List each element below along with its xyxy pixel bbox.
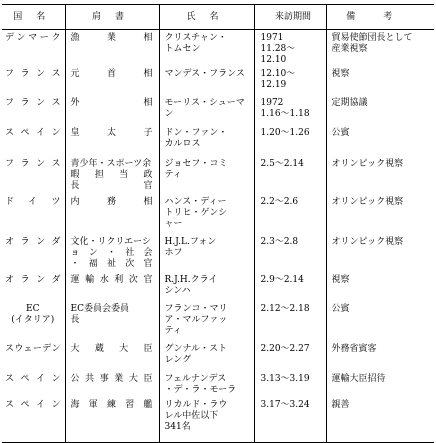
cell-period: 3.13〜3.19 xyxy=(254,371,326,397)
table-row xyxy=(2,397,434,442)
cell-country: オランダ xyxy=(2,272,65,301)
cell-name: ドン・ファン・ カルロス xyxy=(159,125,254,156)
cell-title: EC委員会委員 長 xyxy=(65,301,159,341)
cell-period: 2.12〜2.18 xyxy=(254,301,326,341)
table-row xyxy=(2,341,434,371)
cell-period: 3.17〜3.24 xyxy=(254,397,326,442)
table-header xyxy=(2,5,434,30)
cell-note: オリンピック視察 xyxy=(331,159,404,169)
cell-period: 2.2〜2.6 xyxy=(254,194,326,234)
cell-country: フランス xyxy=(2,95,65,125)
table-row xyxy=(2,125,434,156)
table-row xyxy=(2,234,434,272)
cell-name: H.J.L.フォン ホフ xyxy=(159,234,254,272)
cell-title: 公共事業大臣 xyxy=(65,371,159,397)
cell-country: EC (イタリア) xyxy=(2,301,65,341)
cell-name: クリスチャン・ トムセン xyxy=(159,30,254,67)
cell-name: ジョセフ・コミ ティ xyxy=(159,156,254,194)
header-name: 氏名 xyxy=(159,5,254,30)
cell-title: 海軍練習艦 xyxy=(65,397,159,442)
table-row xyxy=(2,272,434,301)
table-row xyxy=(2,66,434,95)
cell-period: 2.20〜2.27 xyxy=(254,341,326,371)
table-row xyxy=(2,301,434,341)
header-title: 肩書 xyxy=(65,5,159,30)
cell-period: 2.9〜2.14 xyxy=(254,272,326,301)
cell-country: オランダ xyxy=(2,234,65,272)
cell-name: リカルド・ラウ レル中佐以下 341名 xyxy=(159,397,254,442)
table-row xyxy=(2,371,434,397)
cell-period: 12.10〜 12.19 xyxy=(254,66,326,95)
cell-title: 文化・リクリエーション・社会 ・福祉次官 xyxy=(65,234,159,272)
cell-name: フランコ・マリ ア・マルファッ ティ xyxy=(159,301,254,341)
cell-country: デンマーク xyxy=(2,30,65,67)
cell-title: 皇太子 xyxy=(65,125,159,156)
cell-country: ドイツ xyxy=(2,194,65,234)
cell-note: 親善 xyxy=(326,397,434,442)
header-note: 備考 xyxy=(326,5,434,30)
visitor-table xyxy=(2,4,434,443)
cell-title: 大蔵大臣 xyxy=(65,341,159,371)
cell-title: 漁業相 xyxy=(65,30,159,67)
cell-period: 1971 11.28〜 12.10 xyxy=(254,30,326,67)
cell-note: 運輸大臣招待 xyxy=(331,374,386,384)
cell-note: 公賓 xyxy=(331,304,350,314)
cell-note: 定期協議 xyxy=(331,98,368,108)
table-row xyxy=(2,194,434,234)
header-row xyxy=(2,5,434,30)
cell-name: グンナル・スト レング xyxy=(159,341,254,371)
cell-period: 2.3〜2.8 xyxy=(254,234,326,272)
cell-note: 視察 xyxy=(331,69,350,79)
cell-name: フェルナンデス ・デ・ラ・モーラ xyxy=(159,371,254,397)
cell-name: ハンス・ディー トリヒ・ゲンシ ャー xyxy=(159,194,254,234)
cell-period: 1972 1.16〜1.18 xyxy=(254,95,326,125)
cell-name: モーリス・シューマン xyxy=(159,95,254,125)
cell-title: 元首相 xyxy=(65,66,159,95)
cell-title: 内務相 xyxy=(65,194,159,234)
cell-note: オリンピック視察 xyxy=(331,197,404,207)
header-period: 来訪期間 xyxy=(254,5,326,30)
cell-name: マンデス・フランス xyxy=(159,66,254,95)
cell-country: フランス xyxy=(2,156,65,194)
cell-title: 外相 xyxy=(65,95,159,125)
cell-title: 運輸水利次官 xyxy=(65,272,159,301)
cell-note: 公賓 xyxy=(331,128,350,138)
cell-note: 貿易使節団長として 産業視察 xyxy=(331,33,413,54)
cell-note: オリンピック視察 xyxy=(331,237,404,247)
cell-name: R.J.H.クライ シンハ xyxy=(159,272,254,301)
cell-country: スペイン xyxy=(2,397,65,442)
table-row xyxy=(2,156,434,194)
cell-country: フランス xyxy=(2,66,65,95)
cell-period: 1.20〜1.26 xyxy=(254,125,326,156)
cell-country: スウェーデン xyxy=(2,341,65,371)
cell-country: スペイン xyxy=(2,125,65,156)
table-row xyxy=(2,95,434,125)
header-country: 国名 xyxy=(2,5,65,30)
cell-note: 外務省賓客 xyxy=(331,344,377,354)
table-row xyxy=(2,30,434,67)
cell-country: スペイン xyxy=(2,371,65,397)
table-body xyxy=(2,30,434,443)
cell-period: 2.5〜2.14 xyxy=(254,156,326,194)
cell-title: 青少年・スポーツ余暇担当政 長官 xyxy=(65,156,159,194)
cell-note: 視察 xyxy=(331,275,350,285)
